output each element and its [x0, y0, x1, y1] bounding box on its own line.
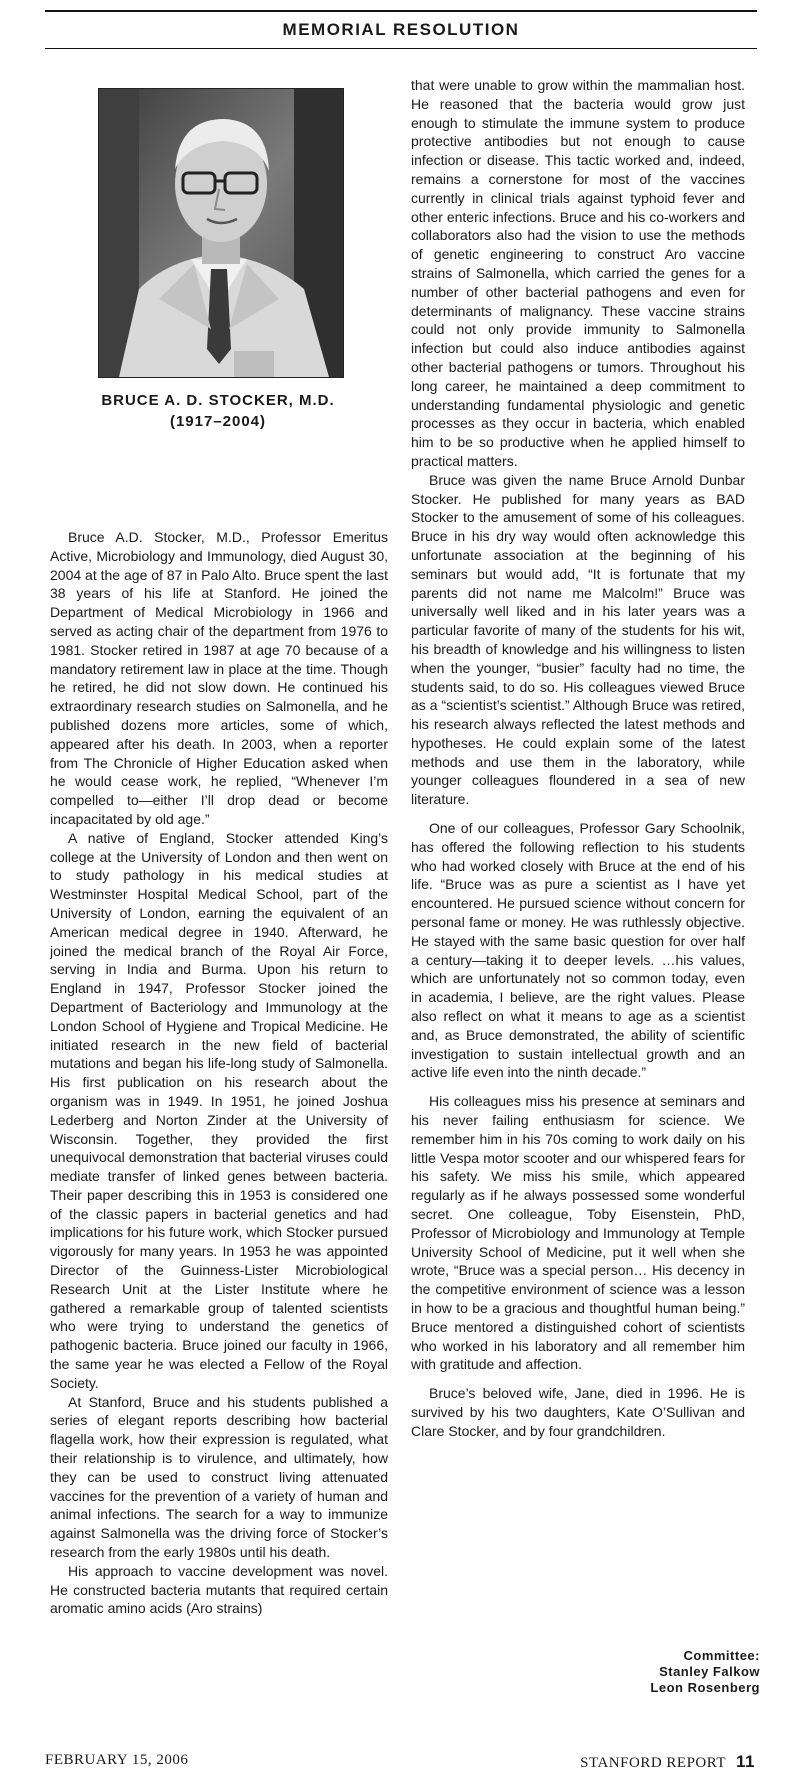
section-title: MEMORIAL RESOLUTION — [282, 20, 520, 39]
paragraph: Bruce’s beloved wife, Jane, died in 1996. He is survived by his two daughters, Kate O’Sullivan and Clare Stocker, and by four grandchildren. — [411, 1385, 745, 1439]
publication-name: STANFORD REPORT — [580, 1755, 727, 1771]
committee-label: Committee: — [683, 1648, 760, 1663]
committee-member: Leon Rosenberg — [650, 1680, 760, 1695]
footer-publication — [580, 1752, 755, 1772]
header-rule-top — [45, 10, 757, 12]
committee-signature — [650, 1648, 760, 1696]
right-column — [411, 76, 745, 1441]
header-rule-bottom — [45, 48, 757, 49]
person-name: BRUCE A. D. STOCKER, M.D. — [101, 392, 335, 409]
paragraph: At Stanford, Bruce and his students published a series of elegant reports describing how bacterial flagella work, how their expression is regulated, what their relationship is to virulence, and ultimately, how they can be used to construct living attenuated vaccines for the prevention of a variety of human and animal infections. The search for a way to immunize against Salmonella was the driving force of Stocker’s research from the early 1980s until his death. — [50, 1393, 388, 1561]
committee-member: Stanley Falkow — [659, 1664, 760, 1679]
portrait-photo — [98, 88, 344, 378]
paragraph: Bruce A.D. Stocker, M.D., Professor Emeritus Active, Microbiology and Immunology, died August 30, 2004 at the age of 87 in Palo Alto. Bruce spent the last 38 years of his life at Stanford. He joined the Department of Medical Microbiology in 1966 and served as acting chair of the department from 1976 to 1981. Stocker retired in 1987 at age 70 because of a mandatory retirement law in place at the time. Though he retired, he did not slow down. He continued his extraordinary research studies on Salmonella, and he published dozens more articles, some of which, appeared after his death. In 2003, when a reporter from The Chronicle of Higher Education asked when he would cease work, he replied, “Whenever I’m compelled to—either I’ll drop dead or become incapacitated by old age.” — [50, 529, 388, 827]
page-number: 11 — [736, 1752, 755, 1771]
paragraph: A native of England, Stocker attended King’s college at the University of London and then went on to study pathology in his medical studies at Westminster Hospital Medical School, part of the University of London, earning the equivalent of an American medical degree in 1940. Afterward, he joined the medical branch of the Royal Air Force, serving in India and Burma. Upon his return to England in 1947, Professor Stocker joined the Department of Bacteriology and Immunology at the London School of Hygiene and Tropical Medicine. He initiated research in the new field of bacterial mutations and began his life-long study of Salmonella. His first publication on his research about the organism was in 1949. In 1951, he joined Joshua Lederberg and Norton Zinder at the University of Wisconsin. Together, they provided the first unequivocal demonstration that bacterial viruses could mediate transfer of linked genes between bacteria. Their paper describing this in 1953 is considered one of the classic papers in bacterial genetics and had implications for his future work, which Stocker pursued vigorously for many years. In 1953 he was appointed Director of the Guinness-Lister Microbiological Research Unit at the Lister Institute where he gathered a remarkable group of talented scientists who were trying to understand the genetics of pathogenic bacteria. Bruce joined our faculty in 1966, the same year he was elected a Fellow of the Royal Society. — [50, 829, 388, 1391]
left-column — [50, 528, 388, 1618]
photo-caption — [45, 392, 391, 430]
paragraph-continued: that were unable to grow within the mammalian host. He reasoned that the bacteria would grow just enough to stimulate the immune system to produce protective antibodies but not enough to cause infection or disease. This tactic worked and, indeed, remains a cornerstone for most of the vaccines currently in clinical trials against typhoid fever and other enteric infections. Bruce and his co-workers and collaborators also had the vision to use the methods of genetic engineering to construct Aro vaccine strains of Salmonella, which carried the genes for a number of other bacterial pathogens and even for determinants of malignancy. These vaccine strains could not only provide immunity to Salmonella infection but could also induce antibodies against other bacterial pathogens or tumors. Throughout his long career, he maintained a deep commitment to understanding fundamental physiologic and genetic processes as they occur in bacteria, which enabled him to be so productive when he applied himself to practical matters. — [411, 77, 745, 469]
paragraph: Bruce was given the name Bruce Arnold Dunbar Stocker. He published for many years as BAD Stocker to the amusement of some of his colleagues. Bruce in his dry way would often acknowledge this unfortunate association at the beginning of his seminars but would add, “It is fortunate that my parents did not name me Malcolm!” Bruce was universally well liked and in his later years was a particular favorite of many of the students for his wit, his breadth of knowledge and his willingness to listen when the younger, “busier” faculty had no time, the students said, to do so. His colleagues viewed Bruce as a “scientist’s scientist.” Although Bruce was retired, his research always reflected the latest methods and hypotheses. He could explain some of the latest methods and use them in the laboratory, while younger colleagues floundered in a sea of new literature. — [411, 471, 745, 808]
paragraph: His approach to vaccine development was novel. He constructed bacteria mutants that required certain aromatic amino acids (Aro strains) — [50, 1562, 388, 1617]
portrait-illustration — [99, 89, 343, 377]
life-dates: (1917–2004) — [169, 413, 267, 430]
paragraph: His colleagues miss his presence at seminars and his never failing enthusiasm for science. We remember him in his 70s coming to work daily on his little Vespa motor scooter and our whispered fears for his safety. We miss his smile, which appeared regularly as if he always possessed some wonderful secret. One colleague, Toby Eisenstein, PhD, Professor of Microbiology and Immunology at Temple University School of Medicine, put it well when she wrote, “Bruce was a special person… His decency in the competitive environment of science was a lesson in how to be a gracious and thoughtful human being.” Bruce mentored a distinguished cohort of scientists who worked in his laboratory and all remember him with gratitude and affection. — [411, 1093, 745, 1373]
footer-date: FEBRUARY 15, 2006 — [45, 1752, 189, 1768]
paragraph: One of our colleagues, Professor Gary Schoolnik, has offered the following reflection to his students who had worked closely with Bruce at the end of his life. “Bruce was as pure a scientist as I have yet encountered. He pursued science without concern for personal fame or money. He was ruthlessly objective. He stayed with the same basic question for over half a century—taking it to deeper levels. …his values, which are unfortunately not so common today, even in academia, I believe, are the right values. Please also reflect on what it means to age as a scientist and, as Bruce demonstrated, the ability of scientific investigation to sustain intellectual growth and an active life even into the ninth decade.” — [411, 820, 745, 1081]
